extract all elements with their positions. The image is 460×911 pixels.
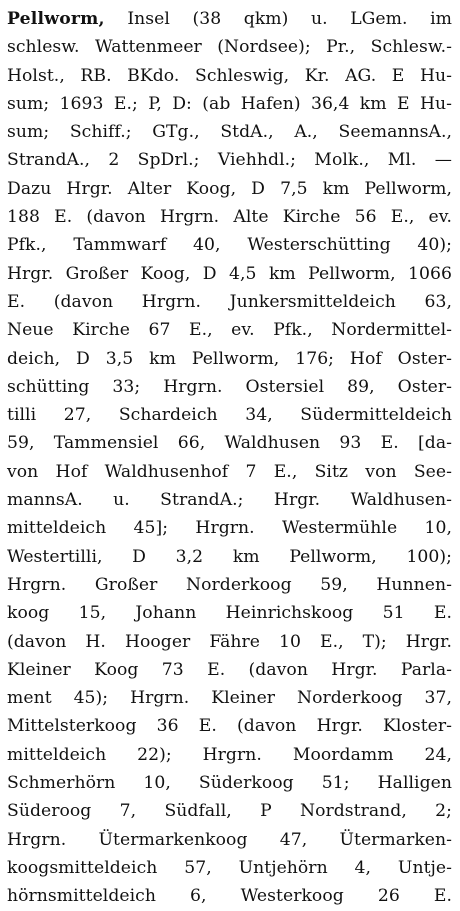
entry-line-17: von Hof Waldhusenhof 7 E., Sitz von See- <box>7 461 452 482</box>
entry-line-28: Schmerhörn 10, Süderkoog 51; Halligen <box>7 773 452 794</box>
entry-line-21: Hrgrn. Großer Norderkoog 59, Hunnen- <box>7 574 452 595</box>
entry-line-18: mannsA. u. StrandA.; Hrgr. Waldhusen- <box>7 490 452 511</box>
entry-line-15: tilli 27, Schardeich 34, Südermitteldeich <box>7 405 452 426</box>
entry-line-24: Kleiner Koog 73 E. (davon Hrgr. Parla- <box>7 659 452 680</box>
entry-line-20: Westertilli, D 3,2 km Pellworm, 100); <box>7 546 452 567</box>
entry-line-31: koogsmitteldeich 57, Untjehörn 4, Untje- <box>7 857 452 878</box>
entry-line-1 <box>7 5 452 33</box>
entry-line-29: Süderoog 7, Südfall, P Nordstrand, 2; <box>7 801 452 822</box>
entry-line-22: koog 15, Johann Heinrichskoog 51 E. <box>7 603 452 624</box>
entry-line-12: Neue Kirche 67 E., ev. Pfk., Nordermittel- <box>7 320 452 341</box>
entry-line-4: sum; 1693 E.; P, D: (ab Hafen) 36,4 km E Hu- <box>7 93 452 114</box>
entry-line-2: schlesw. Wattenmeer (Nordsee); Pr., Schlesw.- <box>7 37 452 58</box>
entry-line-10: Hrgr. Großer Koog, D 4,5 km Pellworm, 1066 <box>7 263 452 284</box>
entry-line-27: mitteldeich 22); Hrgrn. Moordamm 24, <box>7 744 452 765</box>
entry-line-7: Dazu Hrgr. Alter Koog, D 7,5 km Pellworm, <box>7 178 452 199</box>
entry-line-13: deich, D 3,5 km Pellworm, 176; Hof Oster- <box>7 348 452 369</box>
entry-line-8: 188 E. (davon Hrgrn. Alte Kirche 56 E., ev. <box>7 207 452 228</box>
entry-line-6: StrandA., 2 SpDrl.; Viehhdl.; Molk., Ml. — <box>7 150 452 171</box>
entry-line-30: Hrgrn. Ütermarkenkoog 47, Ütermarken- <box>7 829 452 850</box>
entry-line-9: Pfk., Tammwarf 40, Westerschütting 40); <box>7 235 452 256</box>
entry-line-14: schütting 33; Hrgrn. Ostersiel 89, Oster- <box>7 376 452 397</box>
headword: Pellworm, <box>7 9 105 29</box>
entry-line-19: mitteldeich 45]; Hrgrn. Westermühle 10, <box>7 518 452 539</box>
entry-line-3: Holst., RB. BKdo. Schleswig, Kr. AG. E Hu- <box>7 65 452 86</box>
entry-line-32: hörnsmitteldeich 6, Westerkoog 26 E. <box>7 886 452 907</box>
entry-line-5: sum; Schiff.; GTg., StdA., A., SeemannsA., <box>7 122 452 143</box>
entry-line-26: Mittelsterkoog 36 E. (davon Hrgr. Kloster- <box>7 716 452 737</box>
entry-line-11: E. (davon Hrgrn. Junkersmitteldeich 63, <box>7 291 452 312</box>
entry-line-23: (davon H. Hooger Fähre 10 E., T); Hrgr. <box>7 631 452 652</box>
gazetteer-entry-pellworm <box>7 5 452 911</box>
entry-line-25: ment 45); Hrgrn. Kleiner Norderkoog 37, <box>7 688 452 709</box>
entry-line-16: 59, Tammensiel 66, Waldhusen 93 E. [da- <box>7 433 452 454</box>
entry-line-1-text: Insel (38 qkm) u. LGem. im <box>104 9 452 29</box>
